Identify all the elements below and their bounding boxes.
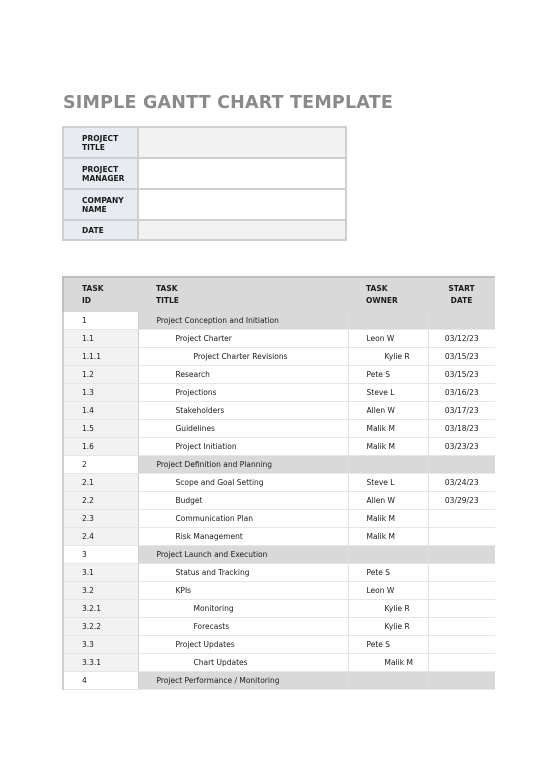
task-owner-cell[interactable]: Kylie R	[348, 348, 428, 366]
task-row	[63, 402, 495, 420]
task-id-cell[interactable]: 1.2	[63, 366, 138, 384]
start-date-cell[interactable]	[428, 456, 495, 474]
column-header-task-owner	[348, 277, 428, 312]
header-label: TASK TITLE	[156, 284, 179, 305]
task-owner-cell[interactable]	[348, 546, 428, 564]
task-owner-cell[interactable]: Pete S	[348, 636, 428, 654]
start-date-cell[interactable]	[428, 672, 495, 690]
task-title-cell[interactable]: Budget	[138, 492, 348, 510]
project-title-field[interactable]	[138, 127, 346, 158]
task-row	[63, 618, 495, 636]
task-owner-cell[interactable]: Malik M	[348, 654, 428, 672]
task-table	[62, 276, 495, 690]
start-date-cell[interactable]: 03/29/23	[428, 492, 495, 510]
task-title-cell[interactable]: Stakeholders	[138, 402, 348, 420]
task-id-cell[interactable]: 3.3	[63, 636, 138, 654]
phase-row	[63, 456, 495, 474]
task-row	[63, 330, 495, 348]
task-row	[63, 348, 495, 366]
start-date-cell[interactable]	[428, 636, 495, 654]
task-row	[63, 438, 495, 456]
task-id-cell[interactable]: 1.6	[63, 438, 138, 456]
info-row-project-title	[63, 127, 346, 158]
project-info-table	[62, 126, 347, 241]
task-title-cell[interactable]: Status and Tracking	[138, 564, 348, 582]
info-label: PROJECT MANAGER	[63, 158, 138, 189]
task-title-cell[interactable]: Project Performance / Monitoring	[138, 672, 348, 690]
task-owner-cell[interactable]: Malik M	[348, 528, 428, 546]
task-owner-cell[interactable]: Steve L	[348, 384, 428, 402]
task-title-cell[interactable]: Project Definition and Planning	[138, 456, 348, 474]
header-label: TASK OWNER	[366, 284, 398, 305]
start-date-cell[interactable]: 03/15/23	[428, 366, 495, 384]
task-title-cell[interactable]: KPIs	[138, 582, 348, 600]
task-owner-cell[interactable]: Malik M	[348, 438, 428, 456]
task-owner-cell[interactable]	[348, 312, 428, 330]
page-title: SIMPLE GANTT CHART TEMPLATE	[63, 93, 393, 113]
task-id-cell[interactable]: 4	[63, 672, 138, 690]
task-id-cell[interactable]: 3.3.1	[63, 654, 138, 672]
task-owner-cell[interactable]: Allen W	[348, 402, 428, 420]
task-row	[63, 564, 495, 582]
task-row	[63, 420, 495, 438]
task-row	[63, 582, 495, 600]
start-date-cell[interactable]	[428, 528, 495, 546]
task-title-cell[interactable]: Project Initiation	[138, 438, 348, 456]
task-owner-cell[interactable]: Kylie R	[348, 618, 428, 636]
task-row	[63, 600, 495, 618]
info-label: PROJECT TITLE	[63, 127, 138, 158]
start-date-cell[interactable]: 03/24/23	[428, 474, 495, 492]
task-title-cell[interactable]: Risk Management	[138, 528, 348, 546]
task-title-cell[interactable]: Project Updates	[138, 636, 348, 654]
task-owner-cell[interactable]	[348, 672, 428, 690]
task-row	[63, 474, 495, 492]
start-date-cell[interactable]	[428, 600, 495, 618]
task-title-cell[interactable]: Project Conception and Initiation	[138, 312, 348, 330]
column-header-task-id	[63, 277, 138, 312]
start-date-cell[interactable]	[428, 618, 495, 636]
task-title-cell[interactable]: Chart Updates	[138, 654, 348, 672]
task-table-body	[63, 312, 495, 690]
info-label: COMPANY NAME	[63, 189, 138, 220]
task-id-cell[interactable]: 1	[63, 312, 138, 330]
task-title-cell[interactable]: Scope and Goal Setting	[138, 474, 348, 492]
task-title-cell[interactable]: Communication Plan	[138, 510, 348, 528]
task-owner-cell[interactable]	[348, 456, 428, 474]
task-id-cell[interactable]: 3.2	[63, 582, 138, 600]
info-row-project-manager	[63, 158, 346, 189]
start-date-cell[interactable]: 03/18/23	[428, 420, 495, 438]
task-owner-cell[interactable]: Malik M	[348, 420, 428, 438]
task-id-cell[interactable]: 2.1	[63, 474, 138, 492]
task-table-header	[63, 277, 495, 312]
task-id-cell[interactable]: 3.2.1	[63, 600, 138, 618]
task-row	[63, 636, 495, 654]
task-id-cell[interactable]: 1.3	[63, 384, 138, 402]
task-id-cell[interactable]: 1.1	[63, 330, 138, 348]
info-row-date	[63, 220, 346, 240]
task-row	[63, 654, 495, 672]
task-owner-cell[interactable]: Leon W	[348, 582, 428, 600]
start-date-cell[interactable]: 03/16/23	[428, 384, 495, 402]
task-id-cell[interactable]: 3	[63, 546, 138, 564]
task-owner-cell[interactable]: Kylie R	[348, 600, 428, 618]
task-title-cell[interactable]: Project Charter	[138, 330, 348, 348]
start-date-cell[interactable]	[428, 564, 495, 582]
task-title-cell[interactable]: Monitoring	[138, 600, 348, 618]
task-owner-cell[interactable]: Leon W	[348, 330, 428, 348]
project-manager-field[interactable]	[138, 158, 346, 189]
task-id-cell[interactable]: 1.4	[63, 402, 138, 420]
task-title-cell[interactable]: Project Charter Revisions	[138, 348, 348, 366]
phase-row	[63, 312, 495, 330]
task-id-cell[interactable]: 3.1	[63, 564, 138, 582]
start-date-cell[interactable]	[428, 582, 495, 600]
task-id-cell[interactable]: 1.1.1	[63, 348, 138, 366]
phase-row	[63, 546, 495, 564]
task-id-cell[interactable]: 1.5	[63, 420, 138, 438]
task-title-cell[interactable]: Projections	[138, 384, 348, 402]
task-title-cell[interactable]: Guidelines	[138, 420, 348, 438]
task-title-cell[interactable]: Project Launch and Execution	[138, 546, 348, 564]
task-id-cell[interactable]: 2.3	[63, 510, 138, 528]
task-id-cell[interactable]: 2.4	[63, 528, 138, 546]
task-row	[63, 366, 495, 384]
task-row	[63, 384, 495, 402]
task-owner-cell[interactable]: Pete S	[348, 564, 428, 582]
task-owner-cell[interactable]: Malik M	[348, 510, 428, 528]
task-title-cell[interactable]: Forecasts	[138, 618, 348, 636]
start-date-cell[interactable]	[428, 510, 495, 528]
task-id-cell[interactable]: 2	[63, 456, 138, 474]
start-date-cell[interactable]: 03/23/23	[428, 438, 495, 456]
start-date-cell[interactable]	[428, 654, 495, 672]
column-header-task-title	[138, 277, 348, 312]
start-date-cell[interactable]	[428, 312, 495, 330]
column-header-start-date	[428, 277, 495, 312]
task-title-cell[interactable]: Research	[138, 366, 348, 384]
task-row	[63, 528, 495, 546]
header-label: START DATE	[448, 284, 475, 305]
info-label: DATE	[63, 220, 138, 240]
info-row-company-name	[63, 189, 346, 220]
date-field[interactable]	[138, 220, 346, 240]
task-owner-cell[interactable]: Pete S	[348, 366, 428, 384]
phase-row	[63, 672, 495, 690]
task-owner-cell[interactable]: Allen W	[348, 492, 428, 510]
task-row	[63, 492, 495, 510]
task-id-cell[interactable]: 3.2.2	[63, 618, 138, 636]
start-date-cell[interactable]: 03/17/23	[428, 402, 495, 420]
company-name-field[interactable]	[138, 189, 346, 220]
task-row	[63, 510, 495, 528]
start-date-cell[interactable]	[428, 546, 495, 564]
header-label: TASK ID	[82, 284, 104, 305]
start-date-cell[interactable]: 03/15/23	[428, 348, 495, 366]
task-id-cell[interactable]: 2.2	[63, 492, 138, 510]
start-date-cell[interactable]: 03/12/23	[428, 330, 495, 348]
task-owner-cell[interactable]: Steve L	[348, 474, 428, 492]
